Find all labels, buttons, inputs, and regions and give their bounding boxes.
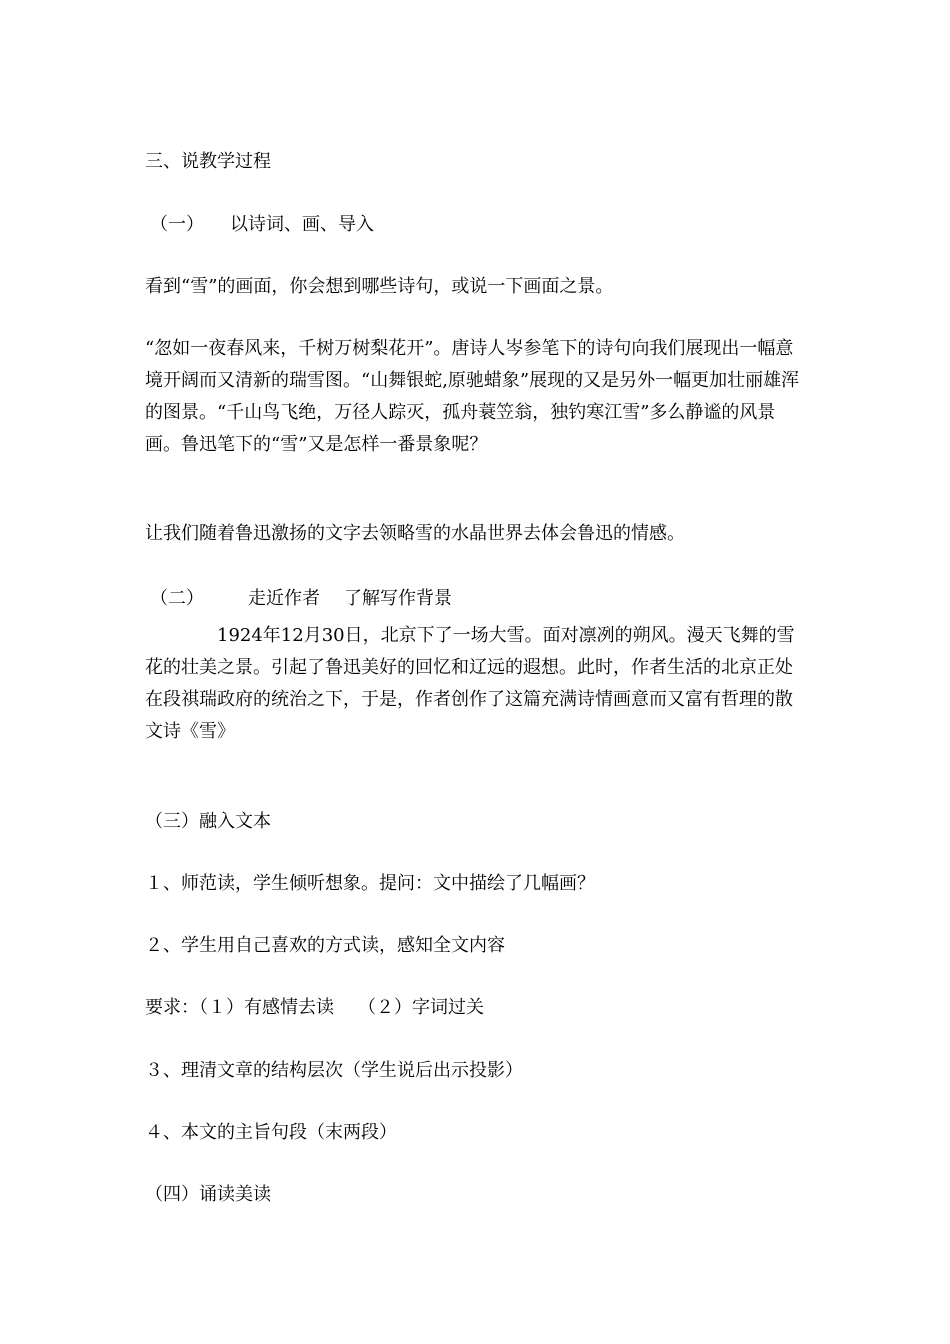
background-paragraph: 1924年12月30日，北京下了一场大雪。面对凛冽的朔风。漫天飞舞的雪花的壮美之景。引起了鲁迅美好的回忆和辽远的遐想。此时，作者生活的北京正处在段祺瑞政府的统治之下，于是，作者创作了这篇充满诗情画意而又富有哲理的散文诗《雪》 <box>145 625 795 742</box>
part2-title-b: 了解写作背景 <box>344 588 452 609</box>
requirement-b: （２）字词过关 <box>358 997 484 1018</box>
part4-heading: （四）诵读美读 <box>145 1184 271 1205</box>
requirement-a: （１）有感情去读 <box>199 997 334 1018</box>
requirements-label: 要求： <box>145 997 199 1018</box>
lead-paragraph: 让我们随着鲁迅激扬的文字去领略雪的水晶世界去体会鲁迅的情感。 <box>145 523 685 544</box>
part1-title: 以诗词、画、导入 <box>230 214 374 235</box>
part2-heading <box>150 587 452 611</box>
list-item-1: １、师范读，学生倾听想象。提问：文中描绘了几幅画？ <box>145 873 595 894</box>
requirements-line <box>145 996 484 1020</box>
section-title: 三、说教学过程 <box>145 151 271 172</box>
list-item-2: ２、学生用自己喜欢的方式读，感知全文内容 <box>145 935 505 956</box>
part1-label: （一） <box>150 214 204 235</box>
list-item-4: ４、本文的主旨句段（末两段） <box>145 1122 397 1143</box>
list-item-3: ３、理清文章的结构层次（学生说后出示投影） <box>145 1060 523 1081</box>
part2-label: （二） <box>150 588 204 609</box>
part3-heading: （三）融入文本 <box>145 811 271 832</box>
part2-title-a: 走近作者 <box>248 588 320 609</box>
part1-heading <box>150 213 374 237</box>
intro-paragraph: 看到“雪”的画面，你会想到哪些诗句，或说一下画面之景。 <box>145 276 614 297</box>
poems-paragraph: “忽如一夜春风来，千树万树梨花开”。唐诗人岑参笔下的诗句向我们展现出一幅意境开阔而又清新的瑞雪图。“山舞银蛇,原驰蜡象”展现的又是另外一幅更加壮丽雄浑的图景。“千山鸟飞绝，万径人踪灭，孤舟蓑笠翁，独钓寒江雪”多么静谧的风景画。鲁迅笔下的“雪”又是怎样一番景象呢？ <box>145 338 800 455</box>
